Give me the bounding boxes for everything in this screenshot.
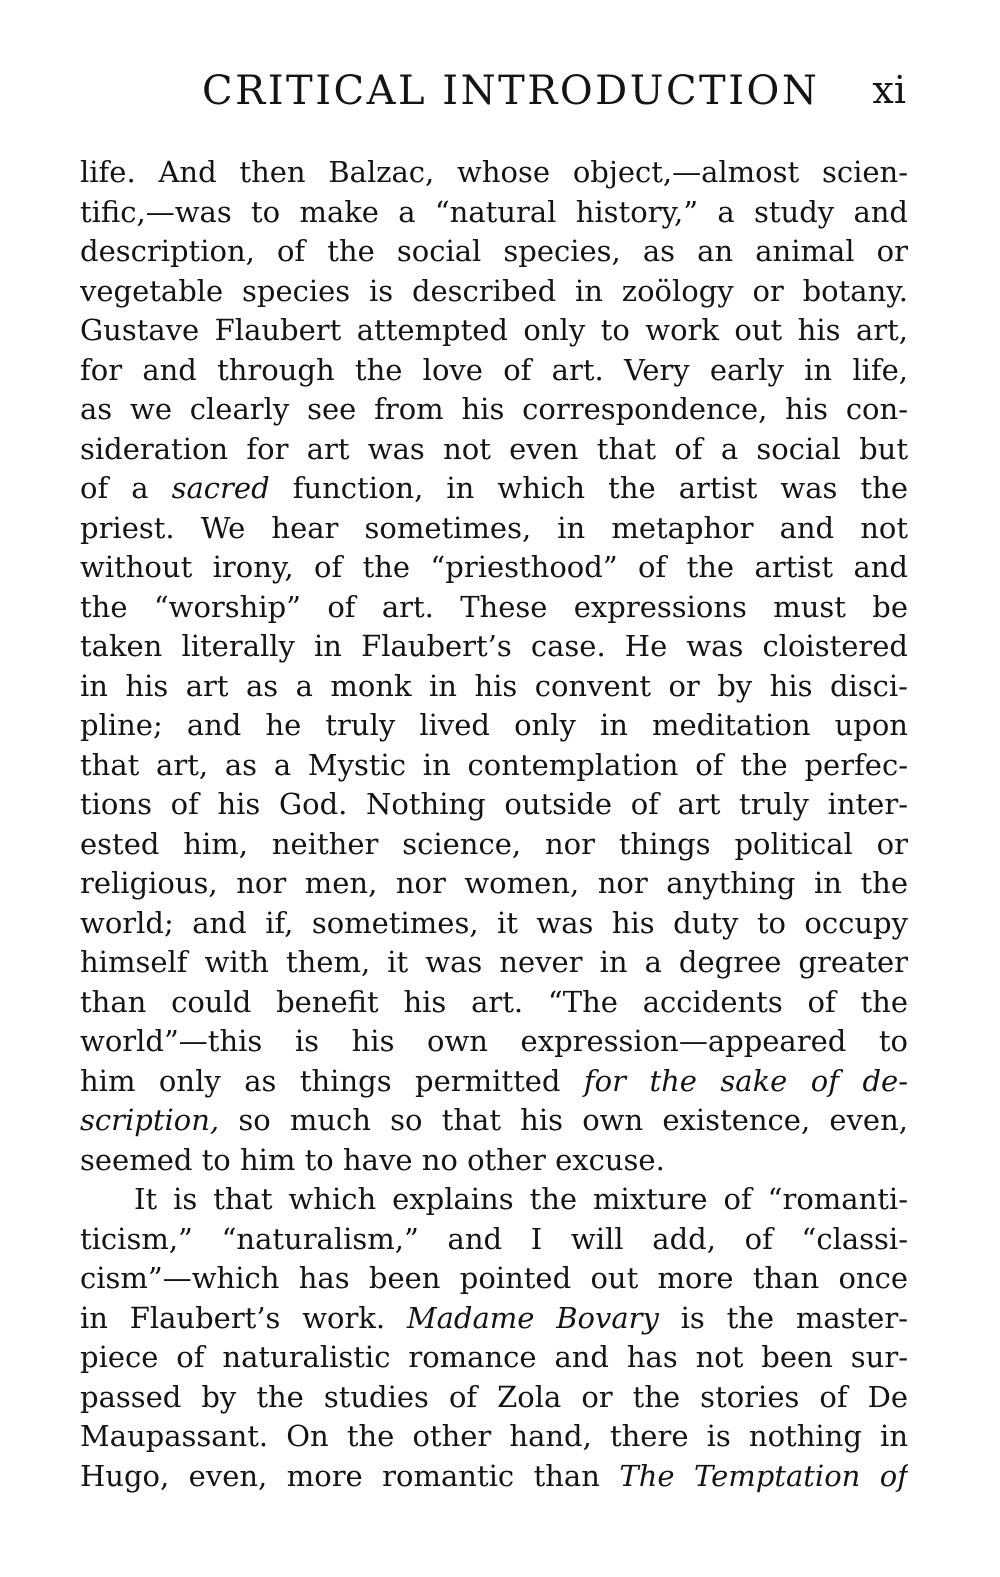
text-line: seemed to him to have no other excuse.: [80, 1142, 665, 1177]
text-line: for and through the love of art. Very early in life,: [80, 352, 908, 387]
text-line: that art, as a Mystic in contemplation of the perfec-: [80, 747, 908, 782]
text-line: Maupassant. On the other hand, there is nothing in: [80, 1419, 908, 1453]
text-line: the “worship” of art. These expressions must be: [80, 589, 908, 624]
text-line: It is that which explains the mixture of “romanti-: [134, 1182, 908, 1216]
text-line: [80, 1299, 908, 1339]
text-line: ested him, neither science, nor things political or: [80, 826, 908, 861]
text-line: [80, 1457, 908, 1497]
text-line: ticism,” “naturalism,” and I will add, of “classi-: [80, 1221, 908, 1256]
text-line: tions of his God. Nothing outside of art truly inter-: [80, 787, 908, 821]
text-segment: Hugo, even, more romantic than: [80, 1458, 620, 1493]
text-line: sideration for art was not even that of a social but: [80, 431, 908, 466]
text-line: as we clearly see from his correspondence, his con-: [80, 392, 908, 426]
text-line: [80, 1101, 908, 1141]
text-line: world”—this is his own expression—appeared to: [80, 1024, 908, 1058]
text-segment: of a: [80, 471, 172, 505]
text-line: cism”—which has been pointed out more than once: [80, 1261, 908, 1295]
text-line: than could benefit his art. “The accidents of the: [80, 984, 908, 1019]
text-line: world; and if, sometimes, it was his duty to occupy: [80, 905, 908, 940]
text-line: taken literally in Flaubert’s case. He was cloistered: [80, 629, 908, 663]
text-segment: him only as things permitted: [80, 1063, 584, 1098]
text-segment: is the master-: [658, 1300, 908, 1335]
text-segment: so much so that his own existence, even,: [219, 1103, 908, 1137]
text-line: piece of naturalistic romance and has not been sur-: [80, 1340, 908, 1374]
italic-phrase: The Temptation of: [619, 1458, 908, 1493]
text-line: priest. We hear sometimes, in metaphor and not: [80, 510, 908, 545]
text-line: passed by the studies of Zola or the stories of De: [80, 1379, 908, 1414]
text-line: description, of the social species, as an animal or: [80, 234, 908, 268]
text-segment: in Flaubert’s work.: [80, 1300, 407, 1335]
text-line: in his art as a monk in his convent or by his disci-: [80, 668, 908, 703]
italic-phrase: scription,: [80, 1103, 220, 1137]
text-line: Gustave Flaubert attempted only to work out his art,: [80, 313, 908, 347]
text-line: vegetable species is described in zoölogy or botany.: [80, 273, 908, 308]
text-line: religious, nor men, nor women, nor anything in the: [80, 866, 908, 900]
text-segment: function, in which the artist was the: [269, 471, 908, 505]
text-line: pline; and he truly lived only in meditation upon: [80, 708, 908, 742]
text-line: tific,—was to make a “natural history,” a study and: [80, 194, 908, 229]
text-line: [80, 1062, 908, 1102]
text-line: himself with them, it was never in a degree greater: [80, 945, 908, 979]
italic-phrase: Madame Bovary: [406, 1300, 659, 1335]
text-line: life. And then Balzac, whose object,—almost scien-: [80, 155, 908, 189]
text-line: without irony, of the “priesthood” of the artist and: [80, 550, 908, 584]
text-line: [80, 469, 908, 509]
italic-phrase: sacred: [171, 471, 270, 505]
italic-phrase: for the sake of de-: [583, 1063, 908, 1098]
running-head: [80, 68, 908, 128]
body-text: [80, 153, 908, 1496]
running-title: CRITICAL INTRODUCTION: [202, 68, 820, 114]
page-number: xi: [872, 68, 906, 112]
